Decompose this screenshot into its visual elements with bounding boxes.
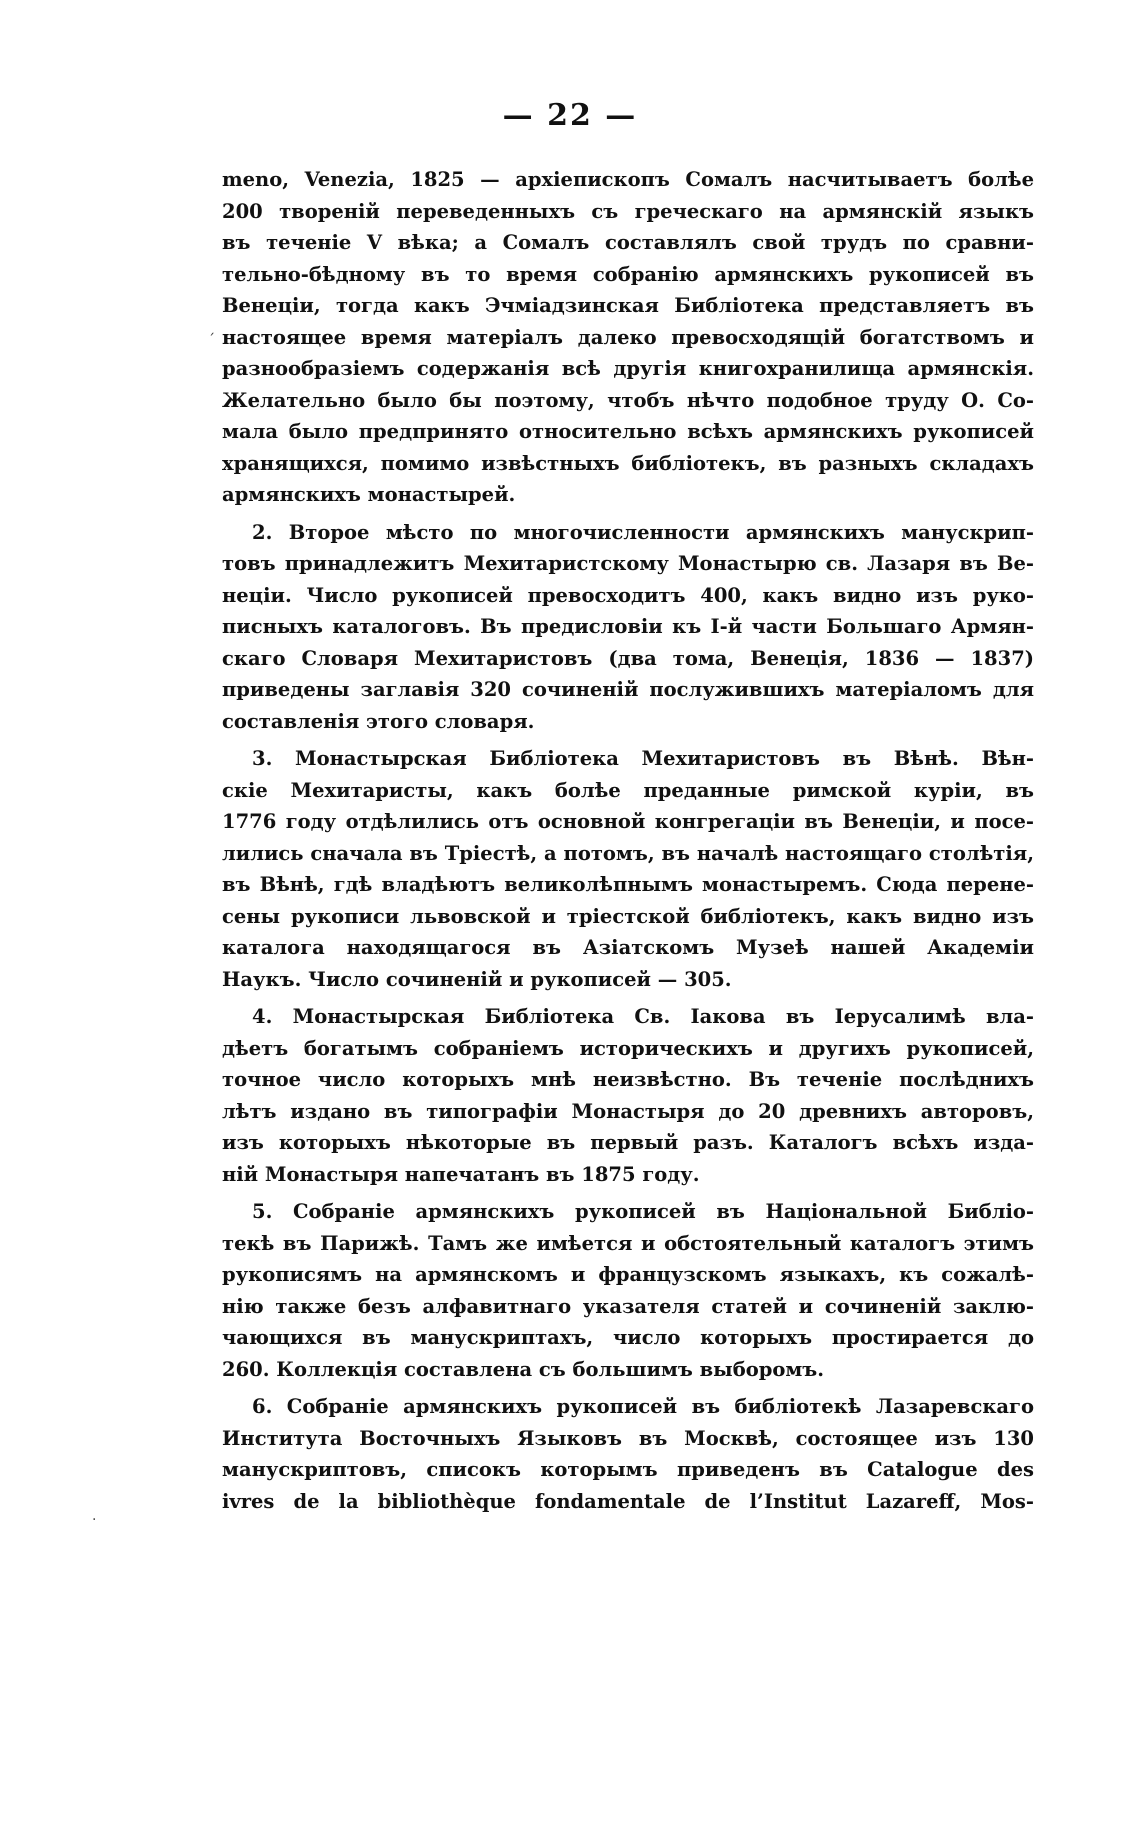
text-line: каталога находящагося въ Азіатскомъ Музеѣ нашей Академіи — [222, 936, 1034, 959]
text-line: неціи. Число рукописей превосходитъ 400, какъ видно изъ руко- — [222, 583, 1034, 607]
text-line: Института Восточныхъ Языковъ въ Москвѣ, состоящее изъ 130 — [222, 1426, 1034, 1450]
text-line: Наукъ. Число сочиненій и рукописей — 305. — [222, 967, 732, 991]
text-line: сены рукописи львовской и тріестской библіотекъ, какъ видно изъ — [222, 904, 1034, 928]
paragraph-1 — [222, 164, 1034, 511]
text-line: писныхъ каталоговъ. Въ предисловіи къ І-й части Большаго Армян- — [222, 615, 1034, 638]
text-line: meno, Venezia, 1825 — архіепископъ Сомалъ насчитываетъ болѣе — [222, 168, 1034, 191]
text-line: настоящее время матеріалъ далеко превосходящій богатствомъ и — [222, 325, 1034, 349]
text-line: изъ которыхъ нѣкоторые въ первый разъ. Каталогъ всѣхъ изда- — [222, 1131, 1034, 1154]
text-line: 200 твореній переведенныхъ съ греческаго на армянскій языкъ — [222, 199, 1034, 223]
text-line: лились сначала въ Тріестѣ, а потомъ, въ началѣ настоящаго столѣтія, — [222, 841, 1034, 865]
text-line: лѣтъ издано въ типографіи Монастыря до 20 древнихъ авторовъ, — [222, 1099, 1034, 1123]
text-line: скаго Словаря Мехитаристовъ (два тома, Венеція, 1836 — 1837) — [222, 646, 1034, 670]
text-line: 6. Собраніе армянскихъ рукописей въ библіотекѣ Лазаревскаго — [252, 1395, 1034, 1418]
text-line: Желательно было бы поэтому, чтобъ нѣчто подобное труду О. Со- — [222, 388, 1034, 412]
text-line: въ теченіе V вѣка; а Сомалъ составлялъ свой трудъ по сравни- — [222, 231, 1034, 254]
text-line: разнообразіемъ содержанія всѣ другія книгохранилища армянскія. — [222, 357, 1034, 380]
text-line: составленія этого словаря. — [222, 709, 535, 733]
text-line: текѣ въ Парижѣ. Тамъ же имѣется и обстоятельный каталогъ этимъ — [222, 1231, 1034, 1255]
print-mark: ˏ — [208, 320, 215, 336]
text-line: манускриптовъ, списокъ которымъ приведенъ въ Catalogue des — [222, 1458, 1034, 1481]
text-line: 1776 году отдѣлились отъ основной конгрегаціи въ Венеціи, и посе- — [222, 810, 1034, 833]
paragraph-5 — [222, 1196, 1034, 1385]
text-line: дѣетъ богатымъ собраніемъ историческихъ и другихъ рукописей, — [222, 1036, 1034, 1060]
paragraph-4 — [222, 1001, 1034, 1190]
text-line: товъ принадлежитъ Мехитаристскому Монастырю св. Лазаря въ Ве- — [222, 552, 1034, 575]
text-line: нію также безъ алфавитнаго указателя статей и сочиненій заклю- — [222, 1294, 1034, 1318]
text-line: 5. Собраніе армянскихъ рукописей въ Національной Библіо- — [252, 1200, 1034, 1223]
paragraph-6 — [222, 1391, 1034, 1517]
print-mark: · — [92, 1512, 97, 1528]
text-line: мала было предпринято относительно всѣхъ армянскихъ рукописей — [222, 420, 1034, 443]
paragraph-3 — [222, 743, 1034, 995]
text-line: рукописямъ на армянскомъ и французскомъ языкахъ, къ сожалѣ- — [222, 1263, 1034, 1286]
text-line: армянскихъ монастырей. — [222, 483, 516, 506]
text-line: въ Вѣнѣ, гдѣ владѣютъ великолѣпнымъ монастыремъ. Сюда перене- — [222, 873, 1034, 896]
paragraph-2 — [222, 517, 1034, 738]
text-line: точное число которыхъ мнѣ неизвѣстно. Въ теченіе послѣднихъ — [222, 1068, 1034, 1091]
text-line: чающихся въ манускриптахъ, число которыхъ простирается до — [222, 1326, 1034, 1349]
text-line: приведены заглавія 320 сочиненій послужившихъ матеріаломъ для — [222, 678, 1034, 701]
text-line: ivres de la bibliothèque fondamentale de l’Institut Lazareff, Mos- — [222, 1489, 1034, 1513]
text-line: 260. Коллекція составлена съ большимъ выборомъ. — [222, 1357, 825, 1381]
page-number: — 22 — — [502, 98, 638, 133]
text-line: 2. Второе мѣсто по многочисленности армянскихъ манускрип- — [252, 520, 1034, 544]
text-line: тельно-бѣдному въ то время собранію армянскихъ рукописей въ — [222, 262, 1034, 286]
text-line: скіе Мехитаристы, какъ болѣе преданные римской куріи, въ — [222, 778, 1034, 802]
text-line: ній Монастыря напечатанъ въ 1875 году. — [222, 1162, 700, 1186]
text-line: хранящихся, помимо извѣстныхъ библіотекъ, въ разныхъ складахъ — [222, 451, 1034, 475]
text-line: Венеціи, тогда какъ Эчміадзинская Библіотека представляетъ въ — [222, 294, 1034, 317]
text-line: 4. Монастырская Библіотека Св. Іакова въ Іерусалимѣ вла- — [252, 1005, 1034, 1028]
body-text — [222, 164, 1034, 1517]
text-line: 3. Монастырская Библіотека Мехитаристовъ въ Вѣнѣ. Вѣн- — [252, 747, 1034, 770]
